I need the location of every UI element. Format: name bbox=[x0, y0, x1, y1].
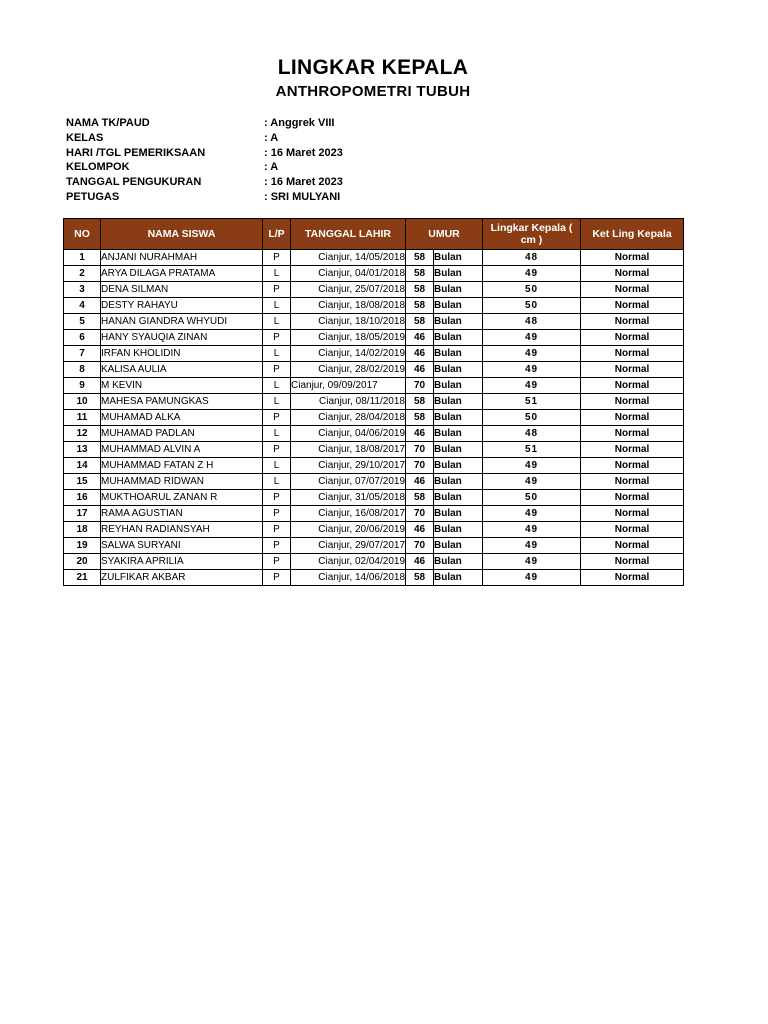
cell-student-name: SYAKIRA APRILIA bbox=[101, 554, 263, 570]
cell-head-circumference: 49 bbox=[483, 554, 581, 570]
table-row bbox=[64, 378, 684, 394]
header-age: UMUR bbox=[406, 219, 483, 250]
cell-no: 6 bbox=[64, 330, 101, 346]
cell-no: 17 bbox=[64, 506, 101, 522]
cell-head-circumference: 50 bbox=[483, 298, 581, 314]
cell-no: 5 bbox=[64, 314, 101, 330]
cell-student-name: HANAN GIANDRA WHYUDI bbox=[101, 314, 263, 330]
cell-no: 15 bbox=[64, 474, 101, 490]
cell-birth-date: Cianjur, 02/04/2019 bbox=[291, 554, 406, 570]
cell-gender: P bbox=[263, 506, 291, 522]
cell-age-unit: Bulan bbox=[434, 394, 483, 410]
cell-age-unit: Bulan bbox=[434, 314, 483, 330]
table-row bbox=[64, 250, 684, 266]
cell-no: 3 bbox=[64, 282, 101, 298]
cell-head-circumference: 50 bbox=[483, 490, 581, 506]
cell-student-name: MUKTHOARUL ZANAN R bbox=[101, 490, 263, 506]
table-row bbox=[64, 266, 684, 282]
table-header-row bbox=[64, 219, 684, 250]
cell-student-name: MUHAMAD ALKA bbox=[101, 410, 263, 426]
cell-no: 1 bbox=[64, 250, 101, 266]
cell-student-name: MAHESA PAMUNGKAS bbox=[101, 394, 263, 410]
table-row bbox=[64, 538, 684, 554]
cell-head-status: Normal bbox=[581, 346, 684, 362]
cell-birth-date: Cianjur, 18/10/2018 bbox=[291, 314, 406, 330]
cell-age-unit: Bulan bbox=[434, 282, 483, 298]
cell-no: 18 bbox=[64, 522, 101, 538]
info-row bbox=[66, 131, 343, 146]
page-title: LINGKAR KEPALA bbox=[277, 56, 469, 79]
info-label: KELOMPOK bbox=[66, 161, 130, 174]
cell-age-unit: Bulan bbox=[434, 570, 483, 586]
cell-student-name: IRFAN KHOLIDIN bbox=[101, 346, 263, 362]
cell-gender: L bbox=[263, 314, 291, 330]
cell-no: 10 bbox=[64, 394, 101, 410]
cell-no: 20 bbox=[64, 554, 101, 570]
info-block bbox=[66, 116, 343, 205]
table-body bbox=[64, 250, 684, 586]
cell-age-unit: Bulan bbox=[434, 490, 483, 506]
info-label: PETUGAS bbox=[66, 190, 120, 203]
cell-head-status: Normal bbox=[581, 282, 684, 298]
cell-age-unit: Bulan bbox=[434, 266, 483, 282]
info-value: : A bbox=[264, 131, 279, 144]
cell-student-name: SALWA SURYANI bbox=[101, 538, 263, 554]
header-head-circumference: Lingkar Kepala ( cm ) bbox=[483, 219, 581, 250]
cell-head-circumference: 49 bbox=[483, 474, 581, 490]
cell-gender: L bbox=[263, 474, 291, 490]
cell-gender: L bbox=[263, 266, 291, 282]
info-row bbox=[66, 190, 343, 205]
cell-gender: P bbox=[263, 250, 291, 266]
cell-age-months: 58 bbox=[406, 250, 434, 266]
header-name: NAMA SISWA bbox=[101, 219, 263, 250]
cell-age-months: 46 bbox=[406, 554, 434, 570]
cell-age-unit: Bulan bbox=[434, 250, 483, 266]
cell-birth-date: Cianjur, 04/01/2018 bbox=[291, 266, 406, 282]
cell-birth-date: Cianjur, 16/08/2017 bbox=[291, 506, 406, 522]
cell-head-status: Normal bbox=[581, 298, 684, 314]
cell-age-months: 58 bbox=[406, 266, 434, 282]
table-row bbox=[64, 474, 684, 490]
cell-age-unit: Bulan bbox=[434, 474, 483, 490]
cell-birth-date: Cianjur, 29/10/2017 bbox=[291, 458, 406, 474]
cell-head-status: Normal bbox=[581, 410, 684, 426]
cell-student-name: MUHAMAD PADLAN bbox=[101, 426, 263, 442]
cell-student-name: KALISA AULIA bbox=[101, 362, 263, 378]
cell-age-unit: Bulan bbox=[434, 458, 483, 474]
cell-age-months: 58 bbox=[406, 394, 434, 410]
cell-age-unit: Bulan bbox=[434, 554, 483, 570]
cell-birth-date: Cianjur, 08/11/2018 bbox=[291, 394, 406, 410]
cell-head-circumference: 49 bbox=[483, 522, 581, 538]
cell-age-unit: Bulan bbox=[434, 298, 483, 314]
cell-student-name: DENA SILMAN bbox=[101, 282, 263, 298]
cell-age-unit: Bulan bbox=[434, 346, 483, 362]
info-value: : SRI MULYANI bbox=[264, 190, 341, 203]
cell-age-unit: Bulan bbox=[434, 538, 483, 554]
table-row bbox=[64, 490, 684, 506]
cell-age-months: 46 bbox=[406, 522, 434, 538]
cell-gender: L bbox=[263, 346, 291, 362]
cell-birth-date: Cianjur, 18/08/2018 bbox=[291, 298, 406, 314]
cell-head-status: Normal bbox=[581, 538, 684, 554]
cell-student-name: MUHAMMAD FATAN Z H bbox=[101, 458, 263, 474]
cell-head-circumference: 51 bbox=[483, 442, 581, 458]
cell-head-status: Normal bbox=[581, 554, 684, 570]
cell-age-months: 46 bbox=[406, 346, 434, 362]
cell-student-name: ZULFIKAR AKBAR bbox=[101, 570, 263, 586]
cell-gender: P bbox=[263, 410, 291, 426]
cell-student-name: DESTY RAHAYU bbox=[101, 298, 263, 314]
info-row bbox=[66, 160, 343, 175]
cell-student-name: HANY SYAUQIA ZINAN bbox=[101, 330, 263, 346]
cell-head-status: Normal bbox=[581, 314, 684, 330]
cell-age-unit: Bulan bbox=[434, 362, 483, 378]
cell-head-status: Normal bbox=[581, 474, 684, 490]
cell-head-status: Normal bbox=[581, 362, 684, 378]
cell-gender: P bbox=[263, 282, 291, 298]
cell-no: 21 bbox=[64, 570, 101, 586]
cell-head-circumference: 49 bbox=[483, 346, 581, 362]
cell-head-circumference: 51 bbox=[483, 394, 581, 410]
info-row bbox=[66, 116, 343, 131]
cell-head-status: Normal bbox=[581, 250, 684, 266]
cell-age-months: 46 bbox=[406, 426, 434, 442]
cell-student-name: M KEVIN bbox=[101, 378, 263, 394]
cell-head-circumference: 49 bbox=[483, 570, 581, 586]
table-row bbox=[64, 442, 684, 458]
table-row bbox=[64, 410, 684, 426]
cell-head-circumference: 48 bbox=[483, 426, 581, 442]
info-value: : Anggrek VIII bbox=[264, 117, 335, 129]
cell-age-unit: Bulan bbox=[434, 522, 483, 538]
table-row bbox=[64, 506, 684, 522]
info-value: : 16 Maret 2023 bbox=[264, 176, 343, 189]
cell-gender: P bbox=[263, 570, 291, 586]
cell-student-name: MUHAMMAD RIDWAN bbox=[101, 474, 263, 490]
table-row bbox=[64, 282, 684, 298]
cell-age-unit: Bulan bbox=[434, 442, 483, 458]
cell-age-unit: Bulan bbox=[434, 506, 483, 522]
cell-head-status: Normal bbox=[581, 426, 684, 442]
table-row bbox=[64, 330, 684, 346]
header-head-status: Ket Ling Kepala bbox=[581, 219, 684, 250]
cell-age-unit: Bulan bbox=[434, 426, 483, 442]
cell-birth-date: Cianjur, 07/07/2019 bbox=[291, 474, 406, 490]
cell-age-unit: Bulan bbox=[434, 378, 483, 394]
cell-no: 19 bbox=[64, 538, 101, 554]
cell-birth-date: Cianjur, 18/08/2017 bbox=[291, 442, 406, 458]
table-row bbox=[64, 554, 684, 570]
cell-head-circumference: 49 bbox=[483, 378, 581, 394]
cell-birth-date: Cianjur, 14/05/2018 bbox=[291, 250, 406, 266]
header-lp: L/P bbox=[263, 219, 291, 250]
cell-head-circumference: 49 bbox=[483, 506, 581, 522]
cell-head-circumference: 49 bbox=[483, 330, 581, 346]
page-subtitle: ANTHROPOMETRI TUBUH bbox=[275, 83, 471, 100]
cell-birth-date: Cianjur, 18/05/2019 bbox=[291, 330, 406, 346]
table-row bbox=[64, 522, 684, 538]
info-label: NAMA TK/PAUD bbox=[66, 117, 150, 129]
cell-age-months: 46 bbox=[406, 330, 434, 346]
cell-head-circumference: 49 bbox=[483, 538, 581, 554]
cell-birth-date: Cianjur, 29/07/2017 bbox=[291, 538, 406, 554]
cell-no: 7 bbox=[64, 346, 101, 362]
table-row bbox=[64, 346, 684, 362]
table-row bbox=[64, 362, 684, 378]
cell-head-circumference: 49 bbox=[483, 362, 581, 378]
cell-birth-date: Cianjur, 14/06/2018 bbox=[291, 570, 406, 586]
cell-gender: L bbox=[263, 458, 291, 474]
table-row bbox=[64, 458, 684, 474]
cell-head-status: Normal bbox=[581, 330, 684, 346]
cell-birth-date: Cianjur, 20/06/2019 bbox=[291, 522, 406, 538]
cell-age-months: 58 bbox=[406, 490, 434, 506]
cell-head-status: Normal bbox=[581, 378, 684, 394]
cell-gender: P bbox=[263, 538, 291, 554]
cell-no: 4 bbox=[64, 298, 101, 314]
cell-head-status: Normal bbox=[581, 394, 684, 410]
table-row bbox=[64, 426, 684, 442]
cell-no: 2 bbox=[64, 266, 101, 282]
cell-birth-date: Cianjur, 04/06/2019 bbox=[291, 426, 406, 442]
cell-age-months: 58 bbox=[406, 298, 434, 314]
cell-no: 9 bbox=[64, 378, 101, 394]
info-label: KELAS bbox=[66, 131, 104, 144]
cell-age-months: 46 bbox=[406, 362, 434, 378]
measurement-table bbox=[63, 218, 684, 586]
cell-no: 12 bbox=[64, 426, 101, 442]
cell-student-name: MUHAMMAD ALVIN A bbox=[101, 442, 263, 458]
cell-gender: P bbox=[263, 330, 291, 346]
cell-student-name: RAMA AGUSTIAN bbox=[101, 506, 263, 522]
cell-birth-date: Cianjur, 28/02/2019 bbox=[291, 362, 406, 378]
cell-head-circumference: 50 bbox=[483, 410, 581, 426]
cell-age-months: 70 bbox=[406, 458, 434, 474]
cell-student-name: ARYA DILAGA PRATAMA bbox=[101, 266, 263, 282]
cell-age-months: 58 bbox=[406, 410, 434, 426]
cell-gender: P bbox=[263, 522, 291, 538]
cell-birth-date: Cianjur, 25/07/2018 bbox=[291, 282, 406, 298]
cell-head-circumference: 48 bbox=[483, 314, 581, 330]
info-label: TANGGAL PENGUKURAN bbox=[66, 176, 202, 189]
cell-age-unit: Bulan bbox=[434, 330, 483, 346]
table-row bbox=[64, 394, 684, 410]
cell-student-name: REYHAN RADIANSYAH bbox=[101, 522, 263, 538]
cell-birth-date: Cianjur, 31/05/2018 bbox=[291, 490, 406, 506]
cell-birth-date: Cianjur, 09/09/2017 bbox=[291, 378, 406, 394]
cell-age-months: 70 bbox=[406, 538, 434, 554]
cell-age-unit: Bulan bbox=[434, 410, 483, 426]
info-value: : A bbox=[264, 161, 279, 174]
cell-gender: L bbox=[263, 298, 291, 314]
cell-head-circumference: 49 bbox=[483, 266, 581, 282]
cell-head-circumference: 50 bbox=[483, 282, 581, 298]
cell-age-months: 70 bbox=[406, 506, 434, 522]
info-row bbox=[66, 175, 343, 190]
cell-gender: L bbox=[263, 378, 291, 394]
table-row bbox=[64, 298, 684, 314]
cell-no: 11 bbox=[64, 410, 101, 426]
cell-gender: P bbox=[263, 362, 291, 378]
cell-age-months: 70 bbox=[406, 442, 434, 458]
cell-head-status: Normal bbox=[581, 458, 684, 474]
cell-no: 8 bbox=[64, 362, 101, 378]
cell-head-circumference: 49 bbox=[483, 458, 581, 474]
cell-head-status: Normal bbox=[581, 490, 684, 506]
cell-head-status: Normal bbox=[581, 442, 684, 458]
cell-head-circumference: 48 bbox=[483, 250, 581, 266]
cell-no: 13 bbox=[64, 442, 101, 458]
cell-student-name: ANJANI NURAHMAH bbox=[101, 250, 263, 266]
cell-head-status: Normal bbox=[581, 266, 684, 282]
info-label: HARI /TGL PEMERIKSAAN bbox=[66, 146, 206, 159]
table-row bbox=[64, 314, 684, 330]
cell-head-status: Normal bbox=[581, 506, 684, 522]
cell-gender: L bbox=[263, 426, 291, 442]
table-row bbox=[64, 570, 684, 586]
cell-age-months: 58 bbox=[406, 314, 434, 330]
header-dob: TANGGAL LAHIR bbox=[291, 219, 406, 250]
info-value: : 16 Maret 2023 bbox=[264, 146, 343, 159]
cell-no: 16 bbox=[64, 490, 101, 506]
cell-head-status: Normal bbox=[581, 570, 684, 586]
cell-age-months: 58 bbox=[406, 570, 434, 586]
cell-no: 14 bbox=[64, 458, 101, 474]
cell-gender: L bbox=[263, 394, 291, 410]
cell-gender: P bbox=[263, 554, 291, 570]
cell-gender: P bbox=[263, 490, 291, 506]
info-row bbox=[66, 146, 343, 161]
cell-birth-date: Cianjur, 14/02/2019 bbox=[291, 346, 406, 362]
cell-age-months: 46 bbox=[406, 474, 434, 490]
cell-age-months: 70 bbox=[406, 378, 434, 394]
cell-age-months: 58 bbox=[406, 282, 434, 298]
header-no: NO bbox=[64, 219, 101, 250]
cell-gender: P bbox=[263, 442, 291, 458]
cell-head-status: Normal bbox=[581, 522, 684, 538]
cell-birth-date: Cianjur, 28/04/2018 bbox=[291, 410, 406, 426]
